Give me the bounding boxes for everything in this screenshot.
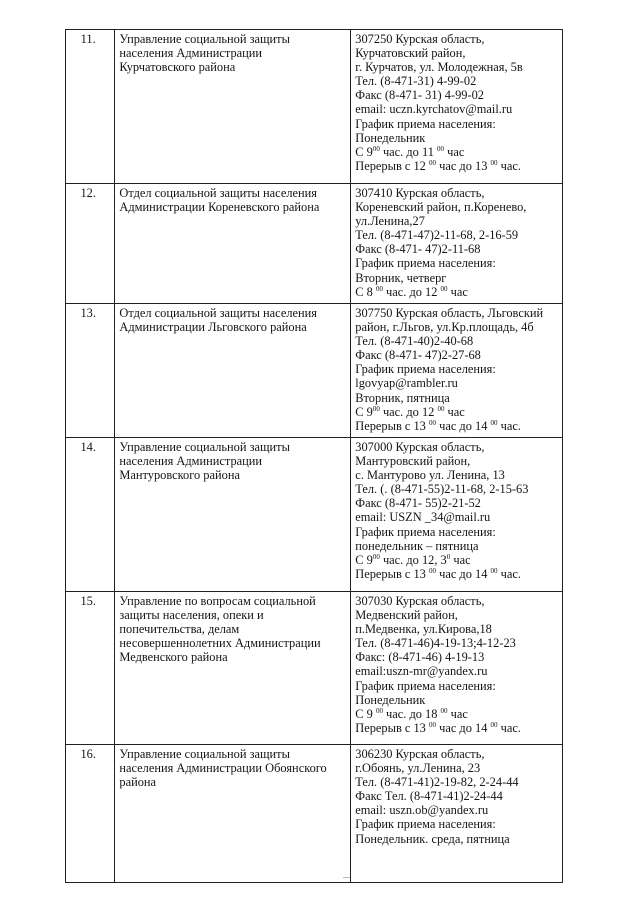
contact-info-line [355, 482, 559, 496]
contact-info-cell [351, 438, 563, 592]
contact-text: Медвенский район, [355, 608, 458, 623]
contact-text: час. до 11 [379, 144, 437, 159]
contact-text: Факс (8-471- 47)2-27-68 [355, 348, 481, 363]
contact-info-line [355, 256, 559, 270]
contact-info-line [355, 334, 559, 348]
agency-name-line: Управление социальной защиты [119, 440, 290, 454]
contact-text: Понедельник [355, 692, 426, 707]
contact-text: час до 14 [435, 418, 491, 433]
agency-name-line: района [119, 775, 157, 790]
contact-info-line [355, 405, 559, 419]
contact-info-cell [351, 745, 563, 883]
agency-name-line: Курчатовского района [119, 60, 236, 75]
table-row [66, 745, 563, 883]
contact-info-line [355, 803, 559, 817]
contact-text: час [447, 706, 468, 721]
agency-name-cell [115, 184, 351, 304]
time-minutes-superscript: 0 [446, 552, 451, 561]
time-minutes-superscript: 00 [440, 284, 448, 293]
contact-text: Понедельник [355, 130, 426, 145]
contact-info-line [355, 608, 559, 622]
contact-info-line [355, 636, 559, 650]
contact-text: Перерыв с 12 [355, 158, 429, 173]
contact-info-line [355, 775, 559, 789]
time-minutes-superscript: 00 [428, 566, 436, 575]
agency-name-line: несовершеннолетних Администрации [119, 636, 321, 651]
time-minutes-superscript: 00 [372, 144, 380, 153]
contact-info-line [355, 159, 559, 173]
contact-info-line [355, 454, 559, 468]
contact-text: час. до 12 [379, 404, 438, 419]
contact-info-line [355, 664, 559, 678]
contact-text: п.Медвенка, ул.Кирова,18 [355, 622, 492, 637]
agency-name-cell [115, 438, 351, 592]
contact-text: понедельник – пятница [355, 538, 479, 553]
contact-info-line [355, 679, 559, 693]
contact-info-line [355, 761, 559, 775]
contact-info-line [355, 539, 559, 553]
table-row [66, 30, 563, 184]
contact-text: ул.Ленина,27 [355, 214, 425, 229]
contact-info-line [355, 376, 559, 390]
contact-info-line [355, 496, 559, 510]
contact-info-cell [351, 30, 563, 184]
contact-text: час. [497, 418, 521, 433]
agency-name-line: населения Администрации [119, 46, 263, 61]
contact-text: email: USZN _34@mail.ru [355, 510, 491, 525]
contact-text: Тел. (. (8-471-55)2-11-68, 2-15-63 [355, 482, 529, 497]
contact-text: Вторник, пятница [355, 390, 450, 405]
contact-text: Тел. (8-471-40)2-40-68 [355, 334, 474, 349]
contact-info-line [355, 622, 559, 636]
contact-text: 307410 Курская область, [355, 186, 485, 200]
contact-info-line [355, 214, 559, 228]
contact-info-cell [351, 304, 563, 438]
agencies-table [65, 29, 563, 883]
contact-text: Факс (8-471- 47)2-11-68 [355, 242, 481, 257]
contact-text: час. до 12, 3 [379, 552, 447, 567]
contact-text: час [444, 144, 465, 159]
table-row [66, 592, 563, 745]
contact-info-line [355, 271, 559, 285]
scan-mark [343, 877, 350, 878]
time-minutes-superscript: 00 [428, 418, 436, 427]
contact-text: График приема населения: [355, 524, 496, 539]
agency-name-line: защиты населения, опеки и [119, 608, 264, 623]
contact-text: email:uszn-mr@yandex.ru [355, 664, 488, 679]
time-minutes-superscript: 00 [440, 706, 448, 715]
contact-info-line [355, 789, 559, 803]
agency-name-cell [115, 745, 351, 883]
contact-text: График приема населения: [355, 256, 496, 271]
row-number: 11. [66, 30, 115, 184]
contact-text: Кореневский район, п.Коренево, [355, 200, 527, 215]
contact-text: Тел. (8-471-47)2-11-68, 2-16-59 [355, 228, 519, 243]
contact-info-line [355, 391, 559, 405]
time-minutes-superscript: 00 [490, 566, 498, 575]
time-minutes-superscript: 00 [490, 418, 498, 427]
time-minutes-superscript: 00 [437, 144, 444, 153]
contact-text: час. до 18 [382, 706, 441, 721]
time-minutes-superscript: 00 [437, 404, 445, 413]
contact-text: График приема населения: [355, 817, 496, 832]
table-row [66, 438, 563, 592]
agency-name-line: Управление социальной защиты [119, 32, 290, 46]
time-minutes-superscript: 00 [375, 706, 383, 715]
agency-name-line: Администрации Кореневского района [119, 200, 320, 215]
contact-info-line [355, 832, 559, 846]
contact-text: С 9 [355, 404, 373, 419]
contact-text: час до 14 [435, 720, 491, 735]
contact-info-line [355, 510, 559, 524]
contact-info-line [355, 553, 559, 567]
time-minutes-superscript: 00 [375, 284, 383, 293]
agency-name-line: Мантуровского района [119, 468, 240, 483]
contact-info-line [355, 200, 559, 214]
contact-text: Факс (8-471- 31) 4-99-02 [355, 88, 484, 103]
row-number: 16. [66, 745, 115, 883]
time-minutes-superscript: 00 [490, 158, 498, 167]
contact-text: email: uszn.ob@yandex.ru [355, 803, 489, 818]
contact-info-line [355, 567, 559, 581]
contact-text: lgovyap@rambler.ru [355, 376, 458, 391]
contact-text: Тел. (8-471-46)4-19-13;4-12-23 [355, 636, 516, 651]
agency-name-line: Отдел социальной защиты населения [119, 306, 317, 320]
contact-text: Факс Тел. (8-471-41)2-24-44 [355, 789, 503, 804]
time-minutes-superscript: 00 [372, 404, 380, 413]
agency-name-line: Управление по вопросам социальной [119, 594, 316, 608]
time-minutes-superscript: 00 [428, 158, 436, 167]
contact-text: час. [497, 566, 521, 581]
row-number: 12. [66, 184, 115, 304]
contact-text: 306230 Курская область, [355, 747, 485, 761]
contact-text: час. [497, 720, 521, 735]
contact-info-line [355, 131, 559, 145]
table-body [66, 30, 563, 883]
contact-text: С 8 [355, 284, 376, 299]
agency-name-line: Управление социальной защиты [119, 747, 290, 761]
time-minutes-superscript: 00 [428, 720, 436, 729]
contact-text: С 9 [355, 552, 373, 567]
contact-text: Вторник, четверг [355, 270, 447, 285]
contact-info-line [355, 440, 559, 454]
contact-info-line [355, 242, 559, 256]
contact-text: час [450, 552, 471, 567]
agency-name-cell [115, 304, 351, 438]
contact-text: Перерыв с 13 [355, 566, 429, 581]
contact-text: Факс (8-471- 55)2-21-52 [355, 496, 481, 511]
contact-info-line [355, 468, 559, 482]
contact-info-line [355, 707, 559, 721]
contact-text: 307750 Курская область, Льговский [355, 306, 544, 320]
agency-name-line: Медвенского района [119, 650, 228, 665]
contact-info-cell [351, 592, 563, 745]
contact-info-line [355, 594, 559, 608]
contact-text: email: uczn.kyrchatov@mail.ru [355, 102, 513, 117]
contact-info-line [355, 525, 559, 539]
agency-name-line: попечительства, делам [119, 622, 240, 637]
contact-text: 307030 Курская область, [355, 594, 485, 608]
contact-text: График приема населения: [355, 362, 496, 377]
contact-info-line [355, 306, 559, 320]
contact-text: С 9 [355, 144, 373, 159]
contact-text: час. [497, 158, 521, 173]
contact-text: час до 13 [435, 158, 491, 173]
contact-info-line [355, 46, 559, 60]
contact-info-line [355, 285, 559, 299]
contact-info-line [355, 320, 559, 334]
contact-info-line [355, 60, 559, 74]
contact-text: с. Мантурово ул. Ленина, 13 [355, 468, 505, 483]
time-minutes-superscript: 00 [372, 552, 380, 561]
contact-text: г. Курчатов, ул. Молодежная, 5в [355, 60, 523, 75]
contact-info-line [355, 348, 559, 362]
row-number: 14. [66, 438, 115, 592]
contact-info-line [355, 88, 559, 102]
row-number: 15. [66, 592, 115, 745]
contact-text: С 9 [355, 706, 376, 721]
contact-text: График приема населения: [355, 116, 496, 131]
contact-text: Мантуровский район, [355, 454, 471, 469]
contact-text: час [447, 284, 468, 299]
contact-info-line [355, 186, 559, 200]
agency-name-line: Администрации Льговского района [119, 320, 307, 335]
contact-text: г.Обоянь, ул.Ленина, 23 [355, 761, 481, 776]
contact-text: час до 14 [435, 566, 491, 581]
contact-info-line [355, 419, 559, 433]
contact-text: Тел. (8-471-41)2-19-82, 2-24-44 [355, 775, 519, 790]
agency-name-line: населения Администрации Обоянского [119, 761, 327, 776]
contact-text: Тел. (8-471-31) 4-99-02 [355, 74, 477, 89]
contact-text: Понедельник. среда, пятница [355, 831, 510, 846]
agency-name-cell [115, 592, 351, 745]
contact-info-line [355, 817, 559, 831]
agency-name-line: Отдел социальной защиты населения [119, 186, 317, 200]
row-number: 13. [66, 304, 115, 438]
contact-text: район, г.Льгов, ул.Кр.площадь, 4б [355, 320, 534, 335]
agency-name-line: населения Администрации [119, 454, 263, 469]
contact-text: 307000 Курская область, [355, 440, 485, 454]
contact-info-cell [351, 184, 563, 304]
time-minutes-superscript: 00 [490, 720, 498, 729]
contact-info-line [355, 693, 559, 707]
contact-info-line [355, 102, 559, 116]
contact-text: Перерыв с 13 [355, 418, 429, 433]
contact-text: Курчатовский район, [355, 46, 466, 61]
contact-info-line [355, 74, 559, 88]
contact-info-line [355, 650, 559, 664]
table-row [66, 304, 563, 438]
contact-info-line [355, 145, 559, 159]
contact-info-line [355, 228, 559, 242]
contact-text: час [444, 404, 465, 419]
table-row [66, 184, 563, 304]
contact-text: Факс: (8-471-46) 4-19-13 [355, 650, 485, 665]
contact-text: Перерыв с 13 [355, 720, 429, 735]
contact-text: График приема населения: [355, 678, 496, 693]
contact-info-line [355, 721, 559, 735]
contact-info-line [355, 362, 559, 376]
contact-text: 307250 Курская область, [355, 32, 485, 46]
contact-text: час. до 12 [382, 284, 441, 299]
contact-info-line [355, 747, 559, 761]
agency-name-cell [115, 30, 351, 184]
contact-info-line [355, 32, 559, 46]
contact-info-line [355, 117, 559, 131]
